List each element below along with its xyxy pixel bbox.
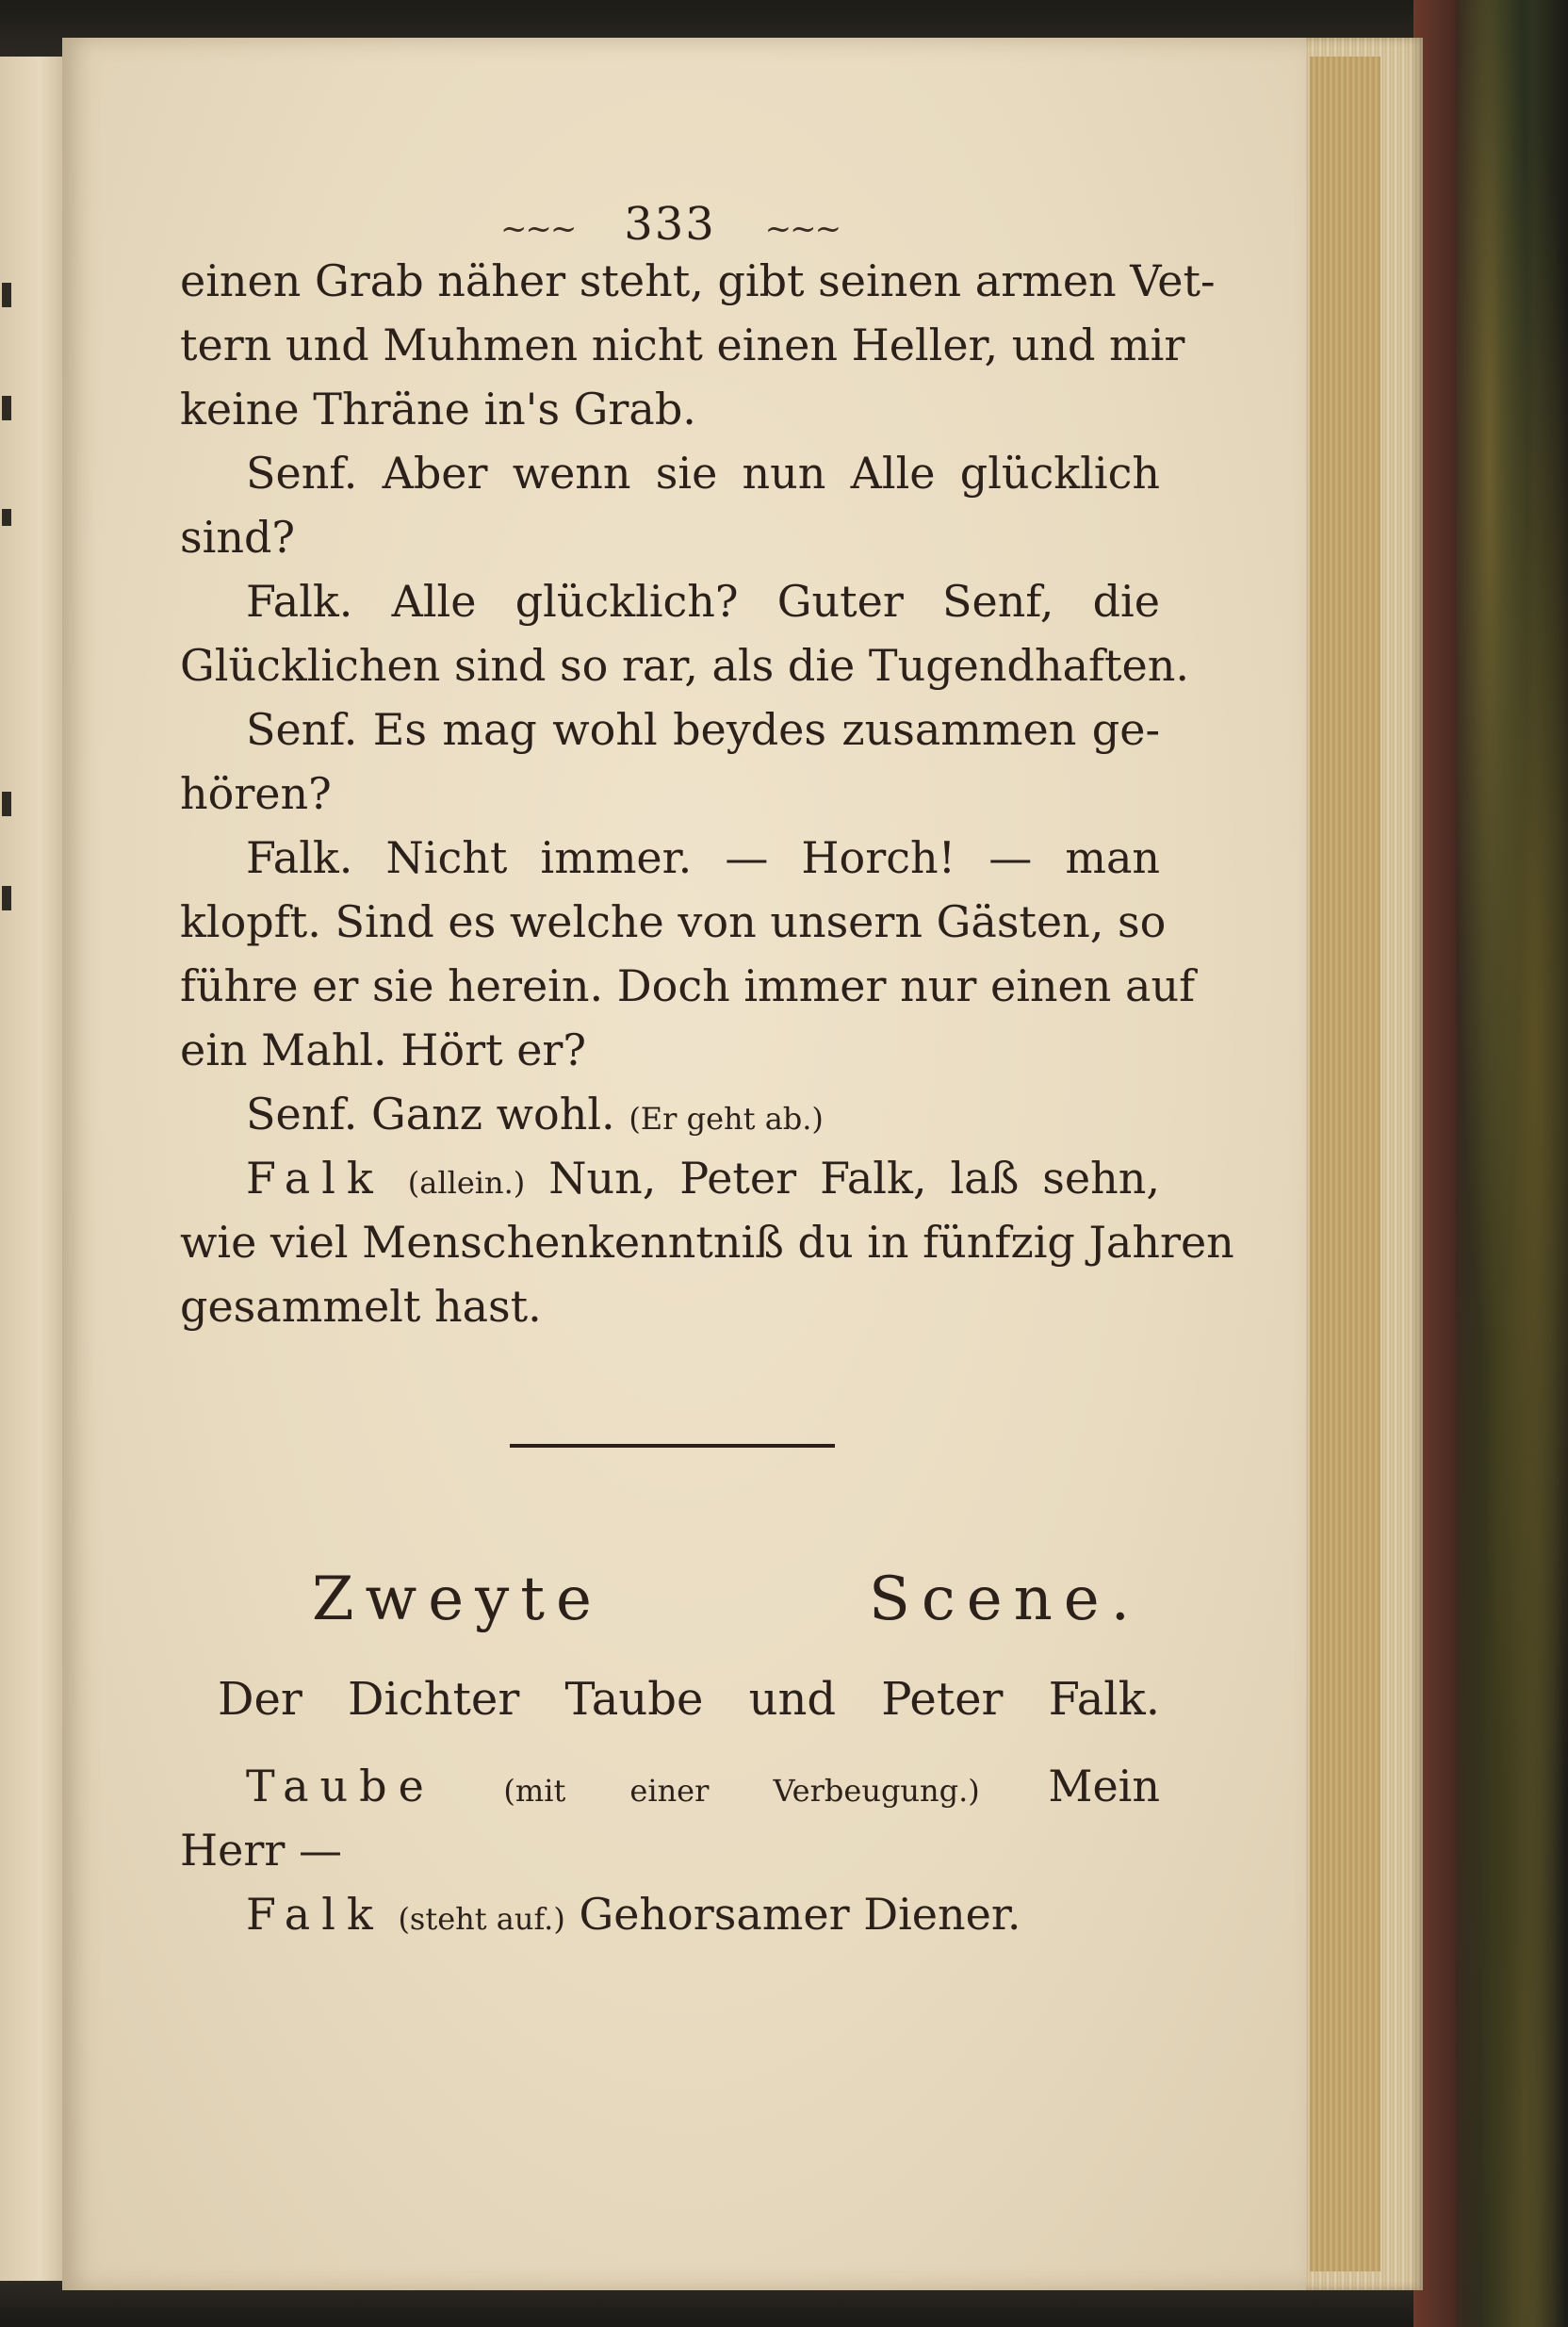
cast-line: Der Dichter Taube und Peter Falk. — [218, 1673, 1160, 1726]
scene-title: Zweyte Scene. — [312, 1565, 1141, 1634]
text-line: keine Thräne in's Grab. — [180, 384, 696, 434]
text-line: Senf. Es mag wohl beydes zusammen ge- — [246, 704, 1160, 755]
speech-text: Nun, Peter Falk, laß sehn, — [548, 1153, 1160, 1204]
text-line: Herr — — [180, 1825, 342, 1876]
page-edges-inner — [1310, 57, 1380, 2271]
previous-page-sliver — [0, 57, 68, 2281]
text-line: gesammelt hast. — [180, 1281, 542, 1332]
stage-direction: (mit einer Verbeugung.) — [503, 1773, 980, 1809]
text-line — [180, 1150, 1160, 1211]
text-line: tern und Muhmen nicht einen Heller, und mir — [180, 320, 1185, 370]
section-divider — [510, 1444, 835, 1448]
speech-text: Senf. Ganz wohl. — [246, 1089, 615, 1139]
stage-direction: (steht auf.) — [398, 1901, 565, 1937]
text-line: einen Grab näher steht, gibt seinen armen Vet- — [180, 255, 1216, 306]
book-page — [62, 38, 1306, 2290]
header-ornament-left: ~~~ — [499, 210, 576, 248]
speech-text: Mein — [1048, 1761, 1161, 1811]
text-line: wie viel Menschenkenntniß du in fünfzig Jahren — [180, 1217, 1234, 1268]
text-line: klopft. Sind es welche von unsern Gästen, so — [180, 896, 1167, 947]
header-ornament-right: ~~~ — [764, 210, 841, 248]
speaker-name: Falk — [246, 1889, 384, 1940]
stage-direction: (Er geht ab.) — [629, 1101, 824, 1137]
text-line — [180, 1886, 1160, 1947]
text-line: hören? — [180, 768, 332, 819]
text-line — [180, 1758, 1160, 1819]
text-line: führe er sie herein. Doch immer nur einen auf — [180, 960, 1196, 1011]
text-line: Glücklichen sind so rar, als die Tugendhaften. — [180, 640, 1189, 691]
text-line: sind? — [180, 512, 296, 563]
speaker-name: Falk — [246, 1153, 384, 1204]
speaker-name: Taube — [246, 1761, 435, 1811]
text-line — [180, 1086, 1160, 1147]
text-line: Senf. Aber wenn sie nun Alle glücklich — [246, 448, 1160, 499]
text-line: ein Mahl. Hört er? — [180, 1024, 587, 1075]
text-line: Falk. Nicht immer. — Horch! — man — [246, 832, 1160, 883]
stage-direction: (allein.) — [407, 1165, 526, 1201]
text-line: Falk. Alle glücklich? Guter Senf, die — [246, 576, 1160, 627]
speech-text: Gehorsamer Diener. — [579, 1889, 1021, 1940]
page-header — [180, 198, 1160, 251]
marbled-board — [1456, 0, 1568, 2327]
page-number: 333 — [624, 198, 716, 251]
